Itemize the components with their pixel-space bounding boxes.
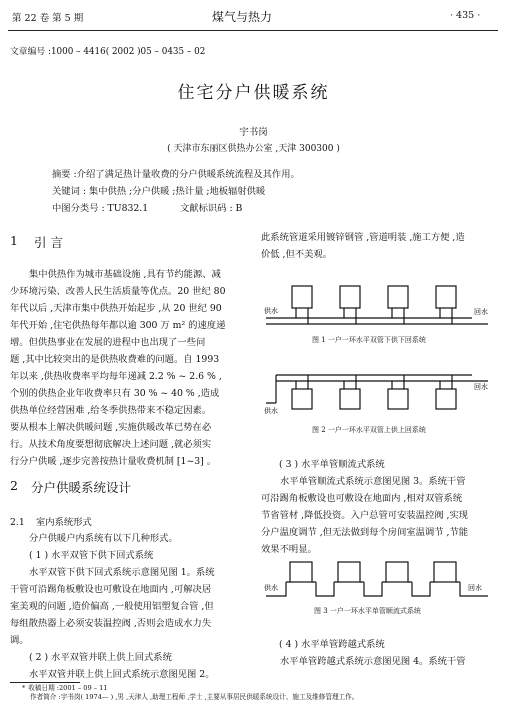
text-line: 干管可沿踢角板敷设也可敷设在地面内 ,可解决居 [10, 584, 212, 595]
text-line: 调。 [10, 635, 29, 646]
text-line: 价低 ,但不美观。 [261, 249, 332, 260]
radiator [436, 389, 456, 409]
text-line: 水平双管并联上供上回式系统示意图见图 2。 [29, 669, 215, 680]
section-2-body [10, 530, 250, 683]
text-line: 增。但供热事业在发展的进程中也出现了一些问 [10, 337, 206, 348]
return-label: 回水 [474, 383, 488, 391]
footnote [22, 684, 358, 702]
section-1-title: 引 言 [34, 235, 63, 250]
text-line: 行分户供暖 ,逐步完善按热计量收费机制 [1~3] 。 [10, 456, 217, 467]
subsection-3 [261, 456, 501, 558]
author: 宇书岗 [239, 127, 268, 138]
text-line: 水平单管跨越式系统示意图见图 4。系统干管 [280, 656, 466, 667]
text-line: 年代开始 ,住宅供热每年都以逾 300 万 m² 的速度递 [10, 320, 226, 331]
figure-1-caption: 图 1 一户一环水平双管下供下回系统 [312, 336, 426, 344]
journal-issue: 第 22 卷 第 5 期 [12, 13, 84, 24]
figure-3-caption: 图 3 一户一环水平单管顺流式系统 [314, 607, 421, 615]
text-line: 分户供暖户内系统有以下几种形式。 [29, 533, 178, 544]
subsection-4-title: ( 4 ) 水平单管跨越式系统 [279, 639, 385, 650]
radiator [292, 286, 312, 308]
supply-label: 供水 [264, 307, 278, 315]
radiator [292, 389, 312, 409]
radiator [338, 562, 360, 582]
text-line: 水平双管下供下回式系统示意图见图 1。系统 [29, 567, 215, 578]
page-number: · 435 · [450, 10, 481, 21]
affiliation: ( 天津市东丽区供热办公室 ,天津 300300 ) [167, 144, 340, 154]
footnote-rule [10, 682, 80, 683]
text-line: 分户温度调节 ,但无法做到每个房间室温调节 ,节能 [261, 527, 469, 538]
text-line: 节省管材 ,降低投资。入户总管可安装温控阀 ,实现 [261, 510, 469, 521]
text-line: 集中供热作为城市基础设施 ,具有节约能源、减 [29, 269, 221, 280]
text-line: 少环境污染、改善人民生活质量等优点。20 世纪 80 [10, 286, 226, 297]
radiator [386, 562, 408, 582]
article-number: 文章编号 :1000 – 4416( 2002 )05 – 0435 – 02 [10, 47, 206, 57]
text-line: ( 2 ) 水平双管并联上供上回式系统 [29, 652, 172, 663]
figure-2-caption: 图 2 一户一环水平双管上供上回系统 [312, 426, 426, 434]
radiator [388, 389, 408, 409]
section-1-body [10, 266, 250, 470]
radiator [340, 389, 360, 409]
figure-3-diagram [262, 556, 498, 604]
journal-name: 煤气与热力 [212, 10, 273, 24]
section-2-title: 分户供暖系统设计 [31, 480, 132, 495]
paper-title: 住宅分户供暖系统 [177, 83, 330, 103]
text-line: 要从根本上解决供暖问题 ,实施供暖改革已势在必 [10, 422, 212, 433]
clc-number: 中图分类号 : TU832.1 [52, 203, 149, 214]
section-2-number: 2 [10, 478, 18, 493]
abstract: 摘要 :介绍了满足热计量收费的分户供暖系统流程及其作用。 [52, 169, 300, 180]
text-line: 室美观的问题 ,造价偏高 ,一般使用铝塑复合管 ,但 [10, 601, 214, 612]
section-1-number: 1 [10, 233, 18, 248]
right-top-text [261, 229, 501, 263]
text-line: 水平单管顺流式系统示意图见图 3。系统干管 [280, 476, 466, 487]
subsection-3-title: ( 3 ) 水平单管顺流式系统 [279, 459, 385, 470]
text-line: 行。从技术角度要想彻底解决上述问题 ,就必须实 [10, 439, 212, 450]
figure-2-diagram [262, 363, 498, 415]
text-line: 供热单位经营困难 ,给冬季供热带来不稳定因素。 [10, 405, 212, 416]
text-line: 年以来 ,供热收费率平均每年递减 2.2 % ~ 2.6 % , [10, 371, 222, 382]
radiator [290, 562, 312, 582]
text-line: 年代以后 ,天津市集中供热开始起步 ,从 20 世纪 90 [10, 303, 222, 314]
radiator [388, 286, 408, 308]
supply-label: 供水 [264, 407, 278, 415]
text-line: ( 1 ) 水平双管下供下回式系统 [29, 550, 154, 561]
text-line: 每组散热器上必须安装温控阀 ,否则会造成水力失 [10, 618, 212, 629]
subsection-2-1-title: 室内系统形式 [36, 517, 92, 528]
subsection-4 [261, 636, 501, 670]
text-line: 可沿踢角板敷设也可敷设在地面内 ,相对双管系统 [261, 493, 463, 504]
radiator [434, 562, 456, 582]
text-line: 此系统管道采用镀锌钢管 ,管道明装 ,施工方便 ,造 [261, 232, 465, 243]
figure-1-diagram [262, 282, 498, 330]
return-label: 回水 [474, 308, 488, 316]
radiator [340, 286, 360, 308]
header-rule [8, 30, 498, 31]
received-date: * 收稿日期 :2001 – 09 – 11 [22, 684, 108, 692]
subsection-2-1-number: 2.1 [10, 517, 25, 528]
text-line: 题 ,其中比较突出的是供热收费难的问题。自 1993 [10, 354, 220, 365]
keywords: 关键词 : 集中供热 ;分户供暖 ;热计量 ;地板辐射供暖 [52, 186, 266, 197]
radiator [436, 286, 456, 308]
document-code: 文献标识码 : B [180, 203, 243, 214]
supply-label: 供水 [264, 584, 278, 592]
author-bio: 作者简介 :宇书岗( 1974— ) ,男 ,天津人 ,助理工程师 ,学士 ,主要从事居民供暖系统设计、施工及维修管理工作。 [30, 693, 359, 701]
text-line: 效果不明显。 [261, 544, 317, 555]
return-label: 回水 [468, 584, 482, 592]
text-line: 个别的供热企业年收费率只有 30 % ~ 40 % ,造成 [10, 388, 220, 399]
